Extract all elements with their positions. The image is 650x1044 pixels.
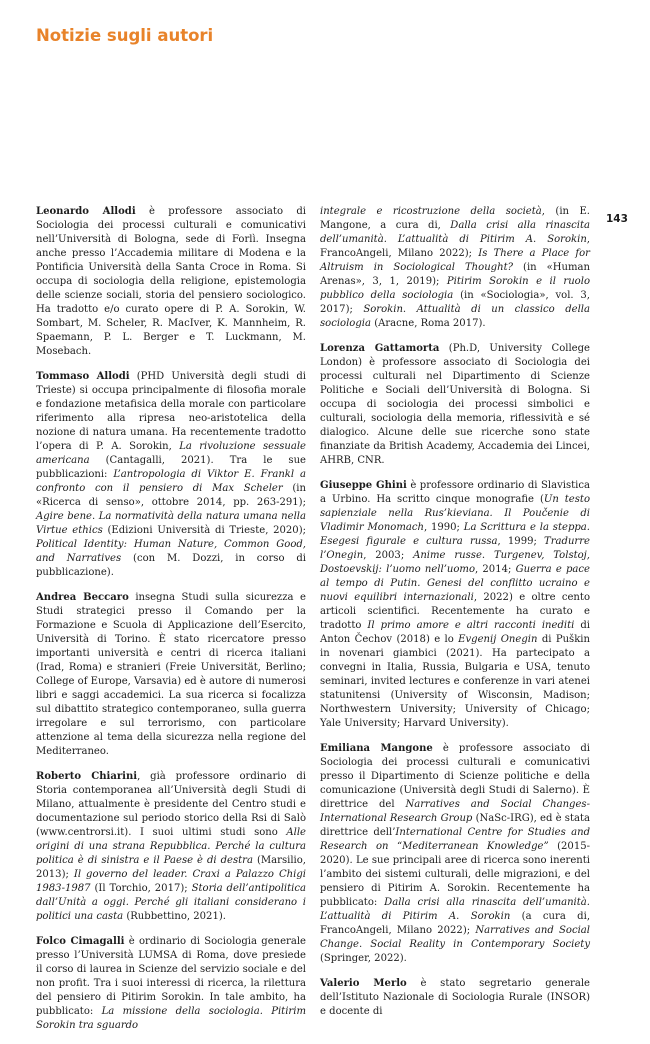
italic-title: Il governo del leader. Craxi a Palazzo Chigi 1983-1987 (36, 869, 306, 894)
author-name: Folco Cimagalli (36, 936, 125, 947)
author-bio (320, 977, 590, 1019)
italic-title: Narratives and Social Changes-International Research Group (320, 799, 590, 824)
bio-text: (Marsilio, 2013); (36, 855, 306, 880)
italic-title: Pitirim Sorokin e il ruolo pubblico della sociologia (320, 276, 590, 301)
italic-title: Tradurre l’Onegin (320, 536, 590, 561)
bio-text: , 2022) e oltre cento articoli scientifici. Recentemente ha curato e tradotto (320, 592, 590, 631)
author-bio (36, 370, 306, 580)
bio-text: (Rubbettino, 2021). (123, 911, 226, 922)
bio-text: (in «Ricerca di senso», ottobre 2014, pp. 263-291); (36, 483, 306, 508)
italic-title: Dalla crisi alla rinascita dell’umanità. L’attualità di Pitirim A. Sorokin (320, 220, 590, 245)
italic-title: Political Identity: Human Nature, Common Good, and Narratives (36, 539, 306, 564)
author-bio (320, 479, 590, 731)
bio-text: è stato segretario generale dell’Istituto Nazionale di Sociologia Rurale (INSOR) e docente di (320, 978, 590, 1017)
author-bio (36, 591, 306, 759)
bio-text: (Il Torchio, 2017); (90, 883, 192, 894)
bio-text: (con M. Dozzi, in corso di pubblicazione). (36, 553, 306, 578)
italic-title: La rivoluzione sessuale americana (36, 441, 306, 466)
italic-title: Il primo amore e altri racconti inediti (367, 620, 575, 631)
bio-text: (Aracne, Roma 2017). (371, 318, 486, 329)
author-name: Leonardo Allodi (36, 206, 136, 217)
italic-title: La missione della sociologia. Pitirim Sorokin tra sguardo (36, 1006, 306, 1031)
author-bio (320, 742, 590, 966)
bio-text: (Cantagalli, 2021). Tra le sue pubblicazioni: (36, 455, 306, 480)
italic-title: International Centre for Studies and Research on “Mediterranean Knowledge” (320, 827, 591, 852)
italic-title: Sorokin. Attualità di un classico della sociologia (320, 304, 590, 329)
italic-title: Evgenij Onegin (458, 634, 538, 645)
author-name: Emiliana Mangone (320, 743, 433, 754)
italic-title: Guerra e pace al tempo di Putin. Genesi del conflitto ucraino e nuovi equilibri internazionali (320, 564, 590, 603)
bio-text: di Puškin in novenari giambici (2021). Ha partecipato a convegni in Italia, Russia, Bulgaria e USA, tenuto seminari, invited lectures e conferenze in vari atenei statunitensi (University of Wisconsin, Madison; Northwestern University; University of Chicago; Yale University; Harvard University). (320, 634, 590, 729)
author-bio (36, 770, 306, 924)
bio-text: (in «Sociologia», vol. 3, 2017); (320, 290, 590, 315)
italic-title: Anime russe. Turgenev, Tolstoj, Dostoevskij: l’uomo nell’uomo (320, 550, 590, 575)
right-column (320, 205, 590, 1030)
author-bio (320, 342, 590, 468)
bio-text: (PHD Università degli studi di Trieste) si occupa principalmente di filosofia morale e fondazione metafisica della morale con particolare riferimento alla ripresa neo-aristotelica della nozione di natura umana. Ha recentemente tradotto l’opera di P. A. Sorokin, (36, 371, 307, 452)
bio-text: (Edizioni Università di Trieste, 2020); (102, 525, 306, 536)
bio-text: , FrancoAngeli, Milano 2022); (320, 234, 590, 259)
italic-title: L’antropologia di Viktor E. Frankl a confronto con il pensiero di Max Scheler (36, 469, 306, 494)
author-bio (36, 935, 306, 1033)
author-name: Roberto Chiarini (36, 771, 138, 782)
author-name: Lorenza Gattamorta (320, 343, 440, 354)
bio-text: è ordinario di Sociologia generale presso l’Università LUMSA di Roma, dove presiede il corso di laurea in Scienze del servizio sociale e del non profit. Tra i suoi interessi di ricerca, la rilettura del pensiero di Pitirim Sorokin. In tale ambito, ha pubblicato: (36, 936, 307, 1017)
italic-title: Dalla crisi alla rinascita dell’umanità. L’attualità di Pitirim A. Sorokin (320, 897, 590, 922)
author-name: Tommaso Allodi (36, 371, 130, 382)
author-bio (320, 205, 590, 331)
bio-text: è professore associato di Sociologia dei processi culturali e comunicativi presso il Dipartimento di Scienze politiche e della comunicazione (Università degli Studi di Salerno). È direttrice del (320, 743, 591, 810)
bio-text: (2015-2020). Le sue principali aree di ricerca sono inerenti l’ambito dei sistemi culturali, delle migrazioni, e del pensiero di Pitirim A. Sorokin. Recentemente ha pubblicato: (320, 841, 590, 908)
italic-title: Alle origini di una strana Repubblica. Perché la cultura politica è di sinistra e il Paese è di destra (36, 827, 306, 866)
author-bio (36, 205, 306, 359)
bio-text: è professore associato di Sociologia dei processi culturali e comunicativi nell’Università di Bologna, sede di Forlì. Insegna anche presso l’Accademia militare di Modena e la Pontificia Università della Santa Croce in Roma. Si occupa di sociologia della religione, epistemologia delle scienze sociali, storia del pensiero sociologico. Ha tradotto e/o curato opere di P. A. Sorokin, W. Sombart, M. Scheler, R. MacIver, K. Mannheim, R. Spaemann, P. L. Berger e T. Luckmann, M. Mosebach. (36, 206, 307, 357)
author-name: Andrea Beccaro (36, 592, 129, 603)
italic-title: Un testo sapienziale nella Rus’kieviana. Il Poučenie di Vladimir Monomach (320, 494, 590, 533)
italic-title: integrale e ricostruzione della società (320, 206, 542, 217)
left-column (36, 205, 306, 1044)
bio-text: , 1990; (423, 522, 464, 533)
bio-text: (NaSc-IRG), ed è stata direttrice dell’ (320, 813, 590, 838)
bio-text: (Ph.D, University College London) è professore associato di Sociologia dei processi culturali nel Dipartimento di Scienze Politiche e Sociali dell’Università di Bologna. Si occupa di sociologia dei processi simbolici e culturali, sociologia della memoria, riflessività e sé dialogico. Alcune delle sue ricerche sono state finanziate da British Academy, Accademia dei Lincei, AHRB, CNR. (320, 343, 590, 466)
italic-title: La Scrittura e la steppa. Esegesi figurale e cultura russa (320, 522, 590, 547)
bio-text: (Springer, 2022). (320, 953, 407, 964)
author-name: Giuseppe Ghini (320, 480, 407, 491)
bio-text: , (in E. Mangone, a cura di, (320, 206, 590, 231)
bio-text: , 1999; (497, 536, 545, 547)
author-name: Valerio Merlo (320, 978, 407, 989)
bio-text: , già professore ordinario di Storia contemporanea all’Università degli Studi di Milano, attualmente è presidente del Centro studi e documentazione sul periodo storico della Rsi di Salò (www.centrorsi.it). I suoi ultimi studi sono (36, 771, 306, 838)
italic-title: Storia dell’antipolitica dall’Unità a oggi. Perché gli italiani considerano i politici una casta (36, 883, 307, 922)
bio-text: è professore ordinario di Slavistica a Urbino. Ha scritto cinque monografie ( (320, 480, 590, 505)
bio-text: di Anton Čechov (2018) e lo (320, 620, 590, 645)
italic-title: Agire bene. La normatività della natura umana nella Virtue ethics (36, 511, 306, 536)
bio-text: insegna Studi sulla sicurezza e Studi strategici presso il Comando per la Formazione e Scuola di Applicazione dell’Esercito, Università di Torino. È stato ricercatore presso importanti università e centri di ricerca italiani (Irad, Roma) e stranieri (Freie Universität, Berlino; College of Europe, Varsavia) ed è autore di numerosi libri e saggi accademici. La sua ricerca si focalizza sul dibattito strategico contemporaneo, sulla guerra irregolare e sul terrorismo, con particolare attenzione al tema della sicurezza nella regione del Mediterraneo. (36, 592, 306, 757)
italic-title: Is There a Place for Altruism in Sociological Thought? (320, 248, 590, 273)
page-title: Notizie sugli autori (36, 26, 214, 45)
bio-text: (a cura di, FrancoAngeli, Milano 2022); (320, 911, 591, 936)
page-number: 143 (606, 213, 628, 225)
bio-text: , 2014; (475, 564, 516, 575)
italic-title: Narratives and Social Change. Social Reality in Contemporary Society (320, 925, 590, 950)
bio-text: (in «Human Arenas», 3, 1, 2019); (320, 262, 591, 287)
bio-text: , 2003; (363, 550, 414, 561)
